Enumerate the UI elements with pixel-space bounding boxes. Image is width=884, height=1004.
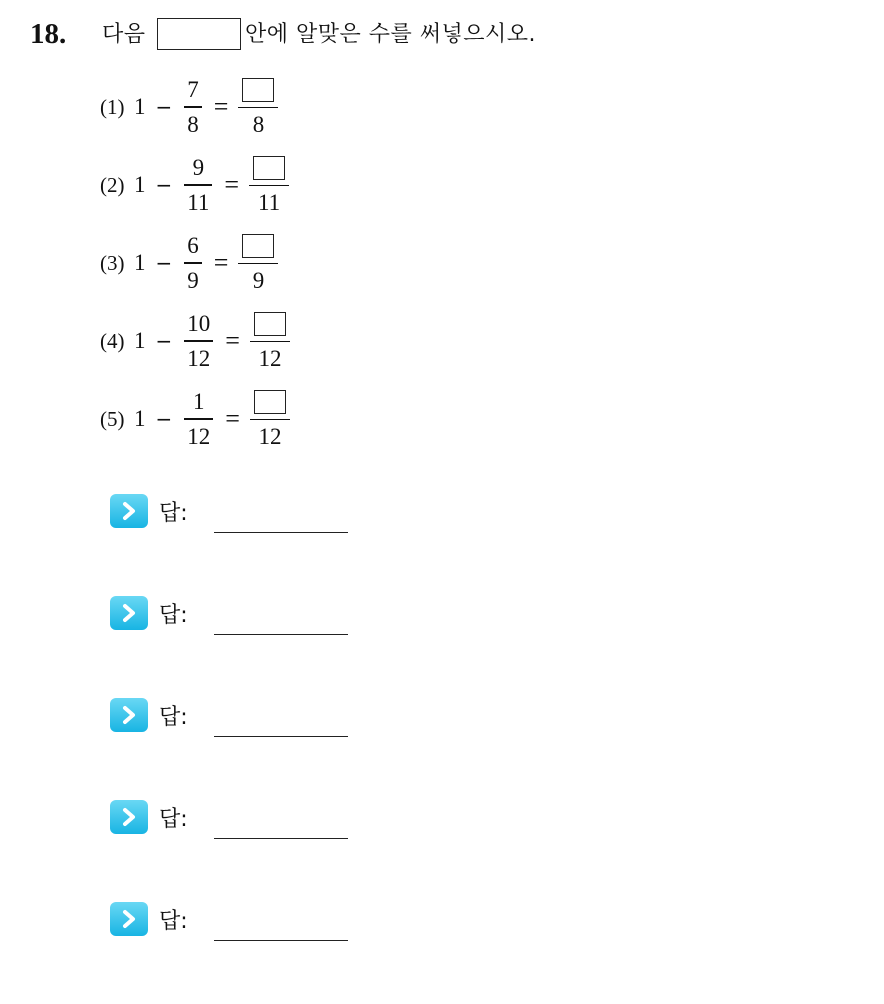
fraction-bar [250, 341, 290, 342]
fraction-denominator: 9 [187, 267, 199, 293]
fraction-numerator: 1 [193, 389, 205, 415]
equals-sign: = [213, 248, 229, 277]
fraction-denominator: 8 [187, 111, 199, 137]
fraction-bar [249, 185, 289, 186]
problem-label: (5) [100, 406, 125, 431]
equals-sign: = [225, 404, 240, 433]
answer-row [110, 596, 188, 698]
problem-whole: 1 [134, 328, 146, 353]
problem-whole: 1 [134, 250, 146, 275]
chevron-right-icon [110, 494, 148, 528]
fraction-bar [184, 106, 202, 107]
answer-denominator: 8 [252, 112, 265, 138]
fraction-bar [184, 340, 213, 341]
problem-label: (2) [100, 172, 125, 197]
fraction-numerator: 9 [192, 155, 205, 181]
fraction-denominator: 12 [187, 423, 211, 449]
problem-label: (4) [100, 328, 125, 353]
answer-row [110, 494, 188, 596]
answer-numerator-box[interactable] [242, 78, 274, 102]
answer-fraction [238, 77, 278, 137]
answer-row [110, 698, 188, 800]
equals-sign: = [225, 326, 240, 355]
question-text [102, 17, 536, 51]
chevron-right-icon [110, 800, 148, 834]
answer-denominator: 9 [252, 268, 265, 294]
fraction [184, 77, 202, 136]
problem-item [100, 68, 290, 146]
answer-fraction [250, 389, 290, 449]
fraction-bar [238, 263, 278, 264]
fraction [184, 155, 212, 214]
answer-denominator: 11 [258, 190, 281, 216]
answer-numerator-box[interactable] [242, 234, 274, 258]
chevron-right-icon [110, 698, 148, 732]
problem-item [100, 380, 290, 458]
answer-input-line[interactable] [214, 634, 348, 635]
fraction [184, 311, 213, 370]
blank-box-indicator [157, 18, 241, 50]
minus-sign: − [155, 251, 173, 275]
answer-label: 답: [159, 501, 188, 526]
problem-item [100, 224, 290, 302]
minus-sign: − [155, 95, 173, 119]
fraction [184, 389, 213, 448]
fraction [184, 233, 202, 292]
chevron-right-icon [110, 596, 148, 630]
fraction-numerator: 7 [187, 77, 199, 103]
fraction-bar [250, 419, 290, 420]
answer-input-line[interactable] [214, 736, 348, 737]
fraction-numerator: 10 [187, 311, 211, 337]
answer-input-line[interactable] [214, 838, 348, 839]
answer-row [110, 800, 188, 902]
fraction-bar [184, 418, 213, 419]
fraction-bar [184, 184, 212, 185]
equals-sign: = [213, 92, 229, 121]
answer-numerator-box[interactable] [254, 390, 286, 414]
chevron-right-icon [110, 902, 148, 936]
answer-input-line[interactable] [214, 532, 348, 533]
fraction-numerator: 6 [187, 233, 199, 259]
minus-sign: − [155, 173, 173, 197]
problem-label: (1) [100, 94, 125, 119]
answer-label: 답: [159, 603, 188, 628]
fraction-denominator: 12 [187, 345, 211, 371]
answer-fraction [238, 233, 278, 293]
question-header [30, 14, 536, 54]
answer-numerator-box[interactable] [254, 312, 286, 336]
problem-whole: 1 [134, 94, 146, 119]
problem-whole: 1 [134, 406, 146, 431]
question-text-after: 안에 알맞은 수를 써넣으시오. [245, 22, 537, 47]
question-number: 18. [30, 17, 67, 50]
answer-label: 답: [159, 909, 188, 934]
question-text-before: 다음 [102, 22, 146, 47]
answer-fraction [249, 155, 289, 215]
minus-sign: − [155, 329, 173, 353]
fraction-bar [184, 262, 202, 263]
answer-label: 답: [159, 807, 188, 832]
problem-item [100, 146, 290, 224]
answer-row [110, 902, 188, 1004]
problem-list [100, 68, 290, 458]
answer-numerator-box[interactable] [253, 156, 285, 180]
problem-whole: 1 [134, 172, 146, 197]
minus-sign: − [155, 407, 173, 431]
answer-input-line[interactable] [214, 940, 348, 941]
equals-sign: = [224, 170, 240, 199]
fraction-denominator: 11 [187, 189, 210, 215]
answer-fraction [250, 311, 290, 371]
problem-label: (3) [100, 250, 125, 275]
answer-denominator: 12 [258, 424, 282, 450]
fraction-bar [238, 107, 278, 108]
answer-label: 답: [159, 705, 188, 730]
answer-section [110, 494, 188, 1004]
answer-denominator: 12 [258, 346, 282, 372]
problem-item [100, 302, 290, 380]
